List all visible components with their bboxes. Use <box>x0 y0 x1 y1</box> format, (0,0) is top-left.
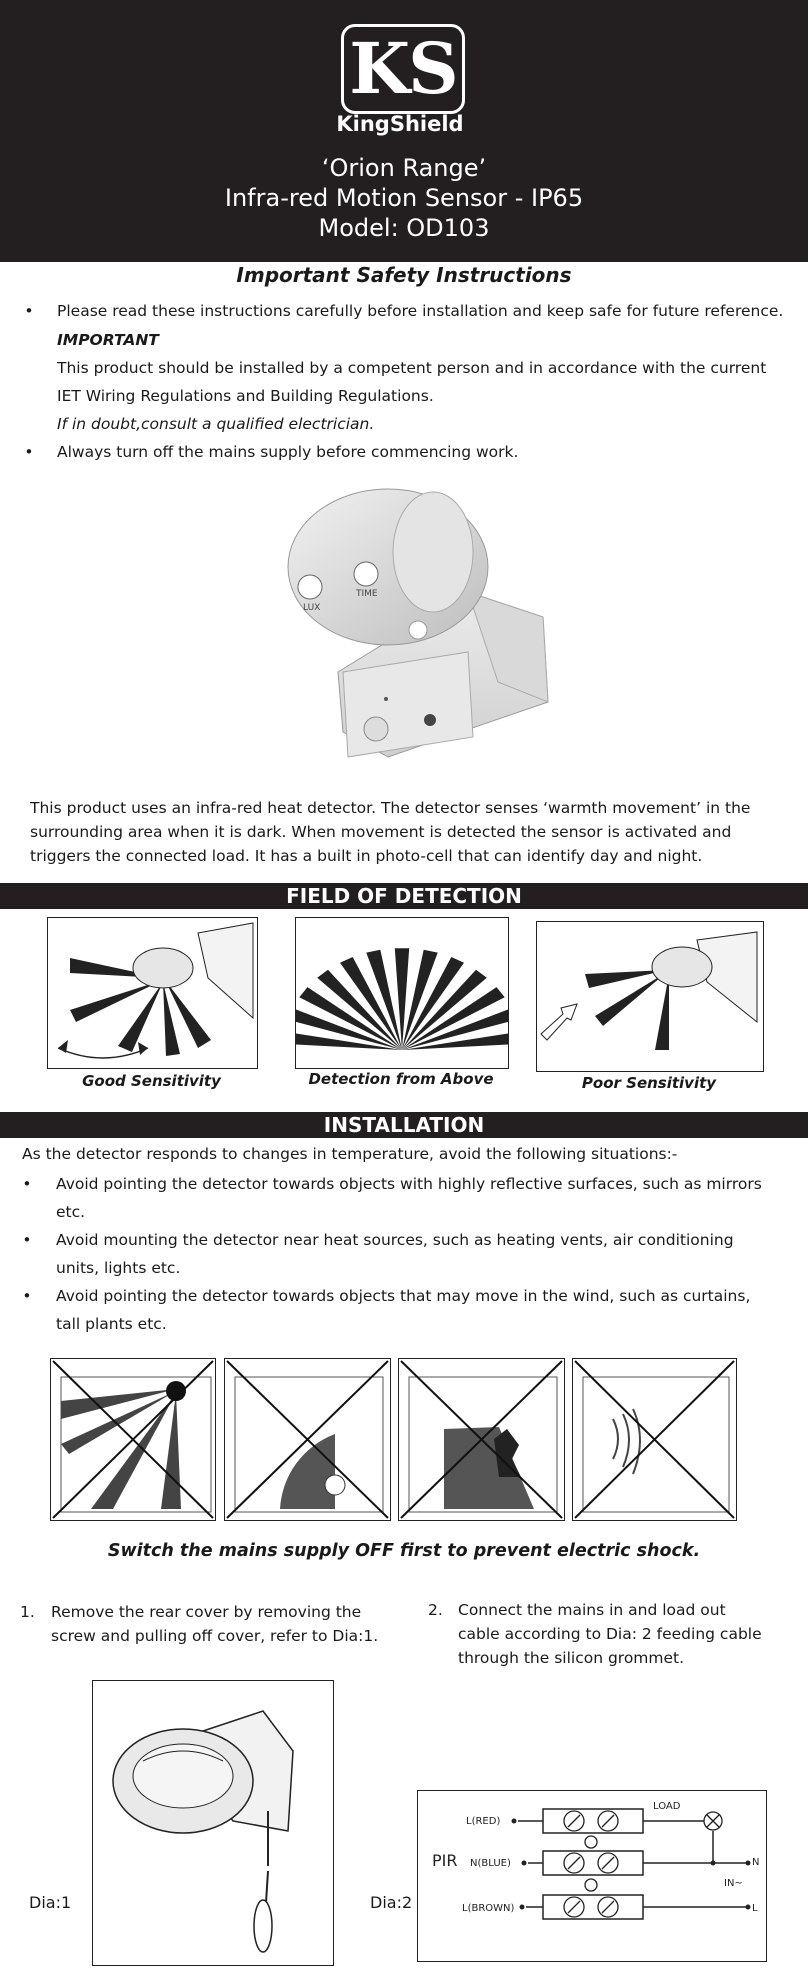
field-of-detection-heading: FIELD OF DETECTION <box>0 883 808 909</box>
avoid-heat-source-figure <box>224 1358 391 1521</box>
in-label: IN~ <box>724 1878 743 1889</box>
pir-label: PIR <box>432 1851 458 1870</box>
poor-sensitivity-figure <box>536 921 764 1072</box>
wire-l-red-label: L(RED) <box>466 1816 501 1827</box>
diagram-1 <box>92 1680 334 1966</box>
mains-off-warning: Switch the mains supply OFF first to prevent electric shock. <box>107 1541 701 1561</box>
avoid-wind-objects-figure <box>398 1358 565 1521</box>
description-line-1: This product uses an infra-red heat detector. The detector senses ‘warmth movement’ in the <box>30 799 751 817</box>
install-bullet-1a: Avoid pointing the detector towards objects with highly reflective surfaces, such as mirrors <box>56 1175 762 1193</box>
load-label: LOAD <box>653 1801 681 1812</box>
step-2-line-3: through the silicon grommet. <box>458 1649 685 1667</box>
caption-poor-sensitivity: Poor Sensitivity <box>581 1074 717 1092</box>
logo: KS <box>341 24 465 114</box>
important-label: IMPORTANT <box>57 331 159 349</box>
time-dial-label: TIME <box>356 589 378 599</box>
step-1-number: 1. <box>20 1603 35 1621</box>
diagram-2-label: Dia:2 <box>370 1893 413 1912</box>
product-image <box>268 482 558 772</box>
safety-bullet-1: Please read these instructions carefully before installation and keep safe for future reference. <box>57 302 784 320</box>
step-2-line-2: cable according to Dia: 2 feeding cable <box>458 1625 762 1643</box>
good-sensitivity-figure <box>47 917 258 1069</box>
important-text-1: This product should be installed by a competent person and in accordance with the current <box>57 359 767 377</box>
bullet: • <box>22 1287 32 1305</box>
description-line-3: triggers the connected load. It has a built in photo-cell that can identify day and night. <box>30 847 703 865</box>
diagram-2 <box>417 1790 767 1962</box>
terminal-l-label: L <box>752 1903 758 1914</box>
lux-dial-label: LUX <box>303 603 321 613</box>
caption-good-sensitivity: Good Sensitivity <box>82 1072 221 1090</box>
install-bullet-3b: tall plants etc. <box>56 1315 167 1333</box>
step-1-line-1: Remove the rear cover by removing the <box>51 1603 362 1621</box>
safety-bullet-2: Always turn off the mains supply before commencing work. <box>57 443 519 461</box>
important-text-2: IET Wiring Regulations and Building Regulations. <box>57 387 434 405</box>
installation-intro: As the detector responds to changes in temperature, avoid the following situations:- <box>22 1145 678 1163</box>
doubt-note: If in doubt,consult a qualified electrician. <box>57 415 375 433</box>
install-bullet-3a: Avoid pointing the detector towards objects that may move in the wind, such as curtains, <box>56 1287 751 1305</box>
product-title: Infra-red Motion Sensor - IP65 <box>224 184 584 212</box>
model-title: Model: OD103 <box>318 214 490 242</box>
detection-above-figure <box>295 917 509 1069</box>
install-bullet-2b: units, lights etc. <box>56 1259 181 1277</box>
terminal-n-label: N <box>752 1857 760 1868</box>
caption-detection-from-above: Detection from Above <box>308 1070 494 1088</box>
bullet: • <box>22 1231 32 1249</box>
bullet: • <box>22 1175 32 1193</box>
wire-l-brown-label: L(BROWN) <box>462 1903 515 1914</box>
description-line-2: surrounding area when it is dark. When movement is detected the sensor is activated and <box>30 823 732 841</box>
brand-name: KingShield <box>336 112 464 136</box>
install-bullet-2a: Avoid mounting the detector near heat sources, such as heating vents, air conditioning <box>56 1231 734 1249</box>
step-1-line-2: screw and pulling off cover, refer to Dia:1. <box>51 1627 379 1645</box>
diagram-1-label: Dia:1 <box>29 1893 72 1912</box>
avoid-curtains-figure <box>572 1358 737 1521</box>
step-2-line-1: Connect the mains in and load out <box>458 1601 726 1619</box>
installation-heading: INSTALLATION <box>0 1112 808 1138</box>
install-bullet-1b: etc. <box>56 1203 86 1221</box>
step-2-number: 2. <box>428 1601 443 1619</box>
avoid-reflective-figure <box>50 1358 216 1521</box>
range-title: ‘Orion Range’ <box>321 154 487 182</box>
bullet: • <box>24 302 34 320</box>
bullet: • <box>24 443 34 461</box>
safety-title: Important Safety Instructions <box>236 263 572 287</box>
wire-n-blue-label: N(BLUE) <box>470 1858 511 1869</box>
